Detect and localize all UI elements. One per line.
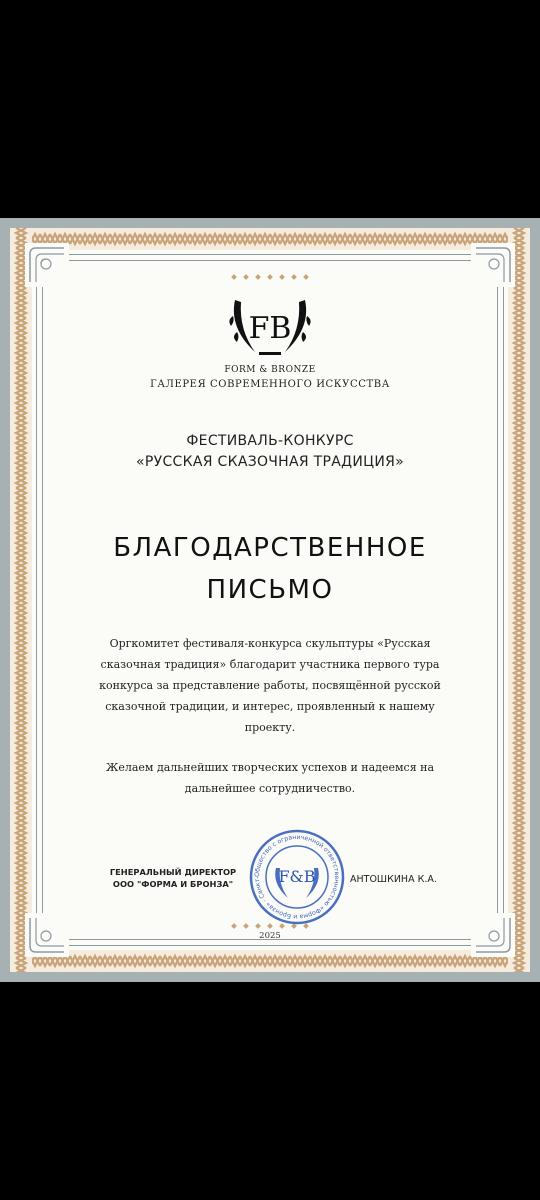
body-line: Желаем дальнейших творческих успехов и надеемся на — [105, 761, 435, 774]
stamp-monogram: F&B — [278, 867, 316, 886]
position-title: ГЕНЕРАЛЬНЫЙ ДИРЕКТОР — [109, 867, 237, 877]
document-title-line2: ПИСЬМО — [206, 575, 334, 605]
document-year: 2025 — [259, 931, 281, 941]
festival-heading: ФЕСТИВАЛЬ-КОНКУРС — [186, 433, 354, 449]
signatory-position — [98, 866, 248, 890]
body-line: дальнейшее сотрудничество. — [184, 782, 356, 795]
brand-logo — [10, 290, 530, 366]
logo-monogram: FB — [248, 311, 292, 346]
body-line: Оргкомитет фестиваля-конкурса скульптуры «Русская — [109, 637, 431, 650]
certificate — [0, 218, 540, 982]
stamp-ring-text: Общество с ограниченной ответственностью «Форма и Бронза» · Санкт- — [253, 833, 341, 921]
laurel-wreath-icon — [225, 290, 315, 362]
brand-name: FORM & BRONZE — [224, 365, 316, 375]
certificate-paper — [10, 228, 530, 972]
brand-subtitle: ГАЛЕРЕЯ СОВРЕМЕННОГО ИСКУССТВА — [150, 379, 390, 390]
signatory-name: АНТОШКИНА К.А. — [350, 874, 437, 885]
document-title-line1: БЛАГОДАРСТВЕННОЕ — [113, 533, 427, 563]
company-stamp — [248, 828, 346, 926]
body-line: сказочная традиция» благодарит участника первого тура — [100, 658, 440, 671]
festival-name: «РУССКАЯ СКАЗОЧНАЯ ТРАДИЦИЯ» — [136, 454, 404, 470]
body-line: проекту. — [244, 721, 296, 734]
body-paragraph-1 — [80, 633, 460, 738]
body-line: сказочной традиции, и интерес, проявленный к нашему — [105, 700, 435, 713]
body-paragraph-2 — [80, 757, 460, 799]
body-line: конкурса за представление работы, посвящённой русской — [99, 679, 441, 692]
company-name: ООО "ФОРМА И БРОНЗА" — [112, 879, 234, 889]
